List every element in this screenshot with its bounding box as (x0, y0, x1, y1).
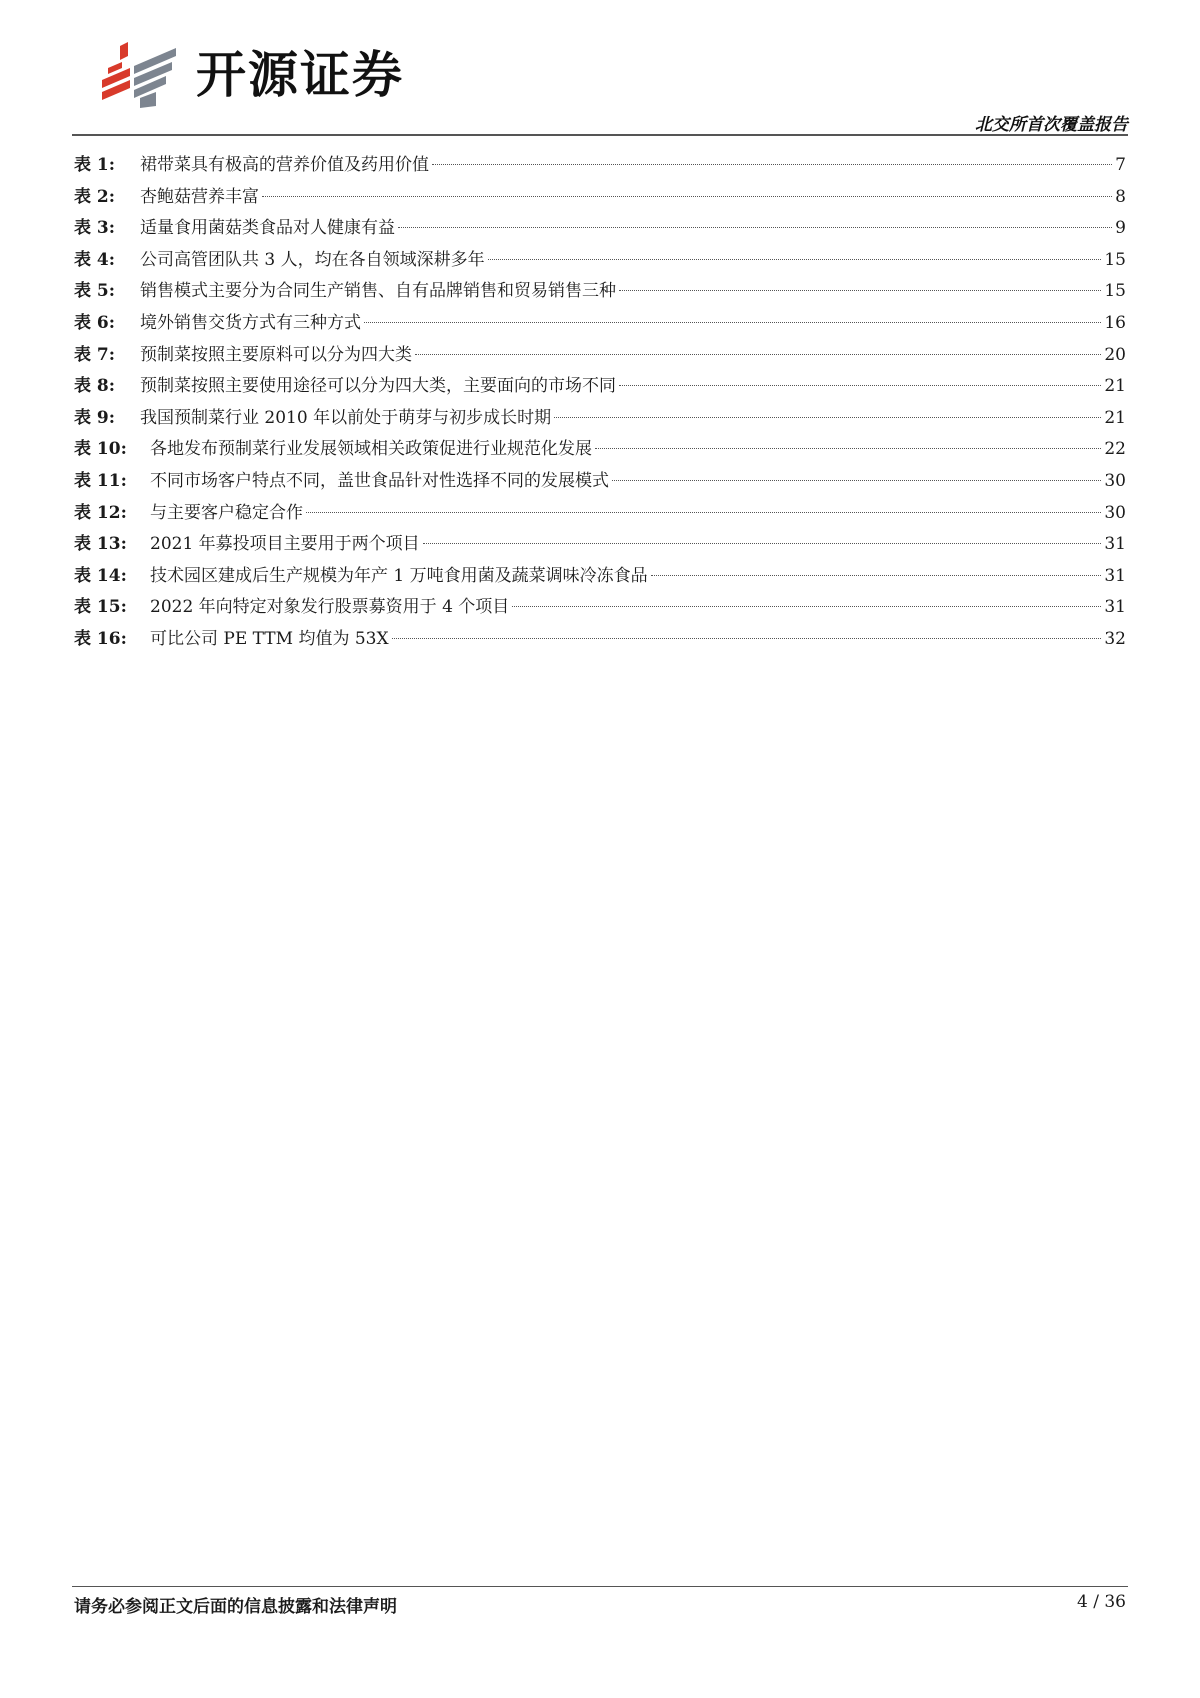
toc-dot-leader (415, 354, 1101, 355)
toc-entry-page: 22 (1104, 439, 1126, 460)
toc-entry-page: 15 (1104, 281, 1126, 302)
toc-entry-page: 31 (1104, 597, 1126, 618)
toc-entry[interactable] (74, 466, 1126, 498)
toc-dot-leader (612, 480, 1101, 481)
header-divider (72, 134, 1128, 136)
toc-entry-label: 表 4: (74, 249, 116, 270)
toc-dot-leader (512, 606, 1101, 607)
toc-entry-title: 不同市场客户特点不同，盖世食品针对性选择不同的发展模式 (150, 470, 609, 491)
toc-entry-label: 表 14: (74, 565, 127, 586)
toc-dot-leader (619, 290, 1101, 291)
toc-dot-leader (432, 164, 1112, 165)
toc-entry[interactable] (74, 150, 1126, 182)
toc-entry-page: 21 (1104, 376, 1126, 397)
toc-entry[interactable] (74, 308, 1126, 340)
toc-entry-label: 表 3: (74, 218, 116, 239)
toc-entry[interactable] (74, 213, 1126, 245)
toc-dot-leader (488, 259, 1102, 260)
toc-entry-label: 表 10: (74, 439, 127, 460)
toc-entry[interactable] (74, 276, 1126, 308)
toc-entry-page: 15 (1104, 249, 1126, 270)
toc-entry-label: 表 5: (74, 281, 116, 302)
toc-dot-leader (554, 417, 1101, 418)
toc-entry-page: 16 (1104, 312, 1126, 333)
toc-entry-page: 9 (1115, 218, 1126, 239)
toc-entry-page: 32 (1104, 628, 1126, 649)
toc-entry[interactable] (74, 403, 1126, 435)
toc-entry-title: 2022 年向特定对象发行股票募资用于 4 个项目 (150, 597, 510, 618)
toc-entry-page: 8 (1115, 186, 1126, 207)
toc-entry-label: 表 7: (74, 344, 116, 365)
toc-dot-leader (398, 227, 1112, 228)
toc-dot-leader (619, 385, 1101, 386)
toc-entry[interactable] (74, 434, 1126, 466)
toc-entry-page: 31 (1104, 534, 1126, 555)
toc-dot-leader (595, 448, 1101, 449)
toc-entry-title: 适量食用菌菇类食品对人健康有益 (140, 218, 395, 239)
toc-entry-label: 表 1: (74, 155, 116, 175)
toc-entry-label: 表 11: (74, 470, 127, 491)
toc-entry[interactable] (74, 371, 1126, 403)
toc-entry-label: 表 2: (74, 186, 116, 207)
toc-entry-title: 各地发布预制菜行业发展领域相关政策促进行业规范化发展 (150, 439, 592, 460)
toc-entry-label: 表 9: (74, 407, 116, 428)
kaiyuan-securities-logo-icon (100, 40, 182, 110)
footer-divider (72, 1586, 1128, 1587)
toc-entry[interactable] (74, 498, 1126, 530)
page-header (0, 0, 1200, 140)
report-type-label: 北交所首次覆盖报告 (975, 115, 1128, 135)
brand-name: 开源证券 (196, 46, 404, 104)
toc-entry-title: 公司高管团队共 3 人，均在各自领域深耕多年 (140, 249, 485, 270)
toc-dot-leader (392, 638, 1102, 639)
toc-entry-page: 30 (1104, 502, 1126, 523)
toc-entry-label: 表 8: (74, 376, 116, 397)
brand-logo (100, 40, 404, 110)
toc-entry-page: 30 (1104, 470, 1126, 491)
toc-dot-leader (423, 543, 1102, 544)
toc-entry-page: 7 (1115, 155, 1126, 175)
toc-entry[interactable] (74, 529, 1126, 561)
toc-entry-title: 2021 年募投项目主要用于两个项目 (150, 534, 420, 555)
toc-entry-page: 31 (1104, 565, 1126, 586)
toc-entry-title: 我国预制菜行业 2010 年以前处于萌芽与初步成长时期 (140, 407, 552, 428)
toc-entry[interactable] (74, 592, 1126, 624)
page-number: 4 / 36 (1077, 1592, 1126, 1612)
toc-entry-title: 与主要客户稳定合作 (150, 502, 303, 523)
toc-entry-label: 表 13: (74, 534, 127, 555)
toc-entry-label: 表 16: (74, 628, 127, 649)
toc-entry-title: 预制菜按照主要原料可以分为四大类 (140, 344, 412, 365)
toc-dot-leader (651, 575, 1102, 576)
toc-entry[interactable] (74, 245, 1126, 277)
toc-entry-title: 销售模式主要分为合同生产销售、自有品牌销售和贸易销售三种 (140, 281, 616, 302)
toc-dot-leader (364, 322, 1101, 323)
toc-entry-label: 表 6: (74, 312, 116, 333)
toc-entry-title: 杏鲍菇营养丰富 (140, 186, 259, 207)
toc-entry-title: 境外销售交货方式有三种方式 (140, 312, 361, 333)
toc-entry-page: 20 (1104, 344, 1126, 365)
toc-entry-label: 表 12: (74, 502, 127, 523)
toc-entry-title: 裙带菜具有极高的营养价值及药用价值 (140, 155, 429, 175)
table-of-tables (74, 150, 1126, 656)
footer-disclaimer: 请务必参阅正文后面的信息披露和法律声明 (74, 1597, 397, 1617)
toc-entry-title: 技术园区建成后生产规模为年产 1 万吨食用菌及蔬菜调味冷冻食品 (150, 565, 648, 586)
toc-dot-leader (262, 196, 1112, 197)
toc-entry[interactable] (74, 624, 1126, 656)
toc-entry-title: 预制菜按照主要使用途径可以分为四大类，主要面向的市场不同 (140, 376, 616, 397)
toc-entry-title: 可比公司 PE TTM 均值为 53X (150, 628, 389, 649)
toc-dot-leader (306, 512, 1101, 513)
toc-entry[interactable] (74, 561, 1126, 593)
toc-entry[interactable] (74, 340, 1126, 372)
toc-entry-label: 表 15: (74, 597, 127, 618)
toc-entry[interactable] (74, 182, 1126, 214)
toc-entry-page: 21 (1104, 407, 1126, 428)
